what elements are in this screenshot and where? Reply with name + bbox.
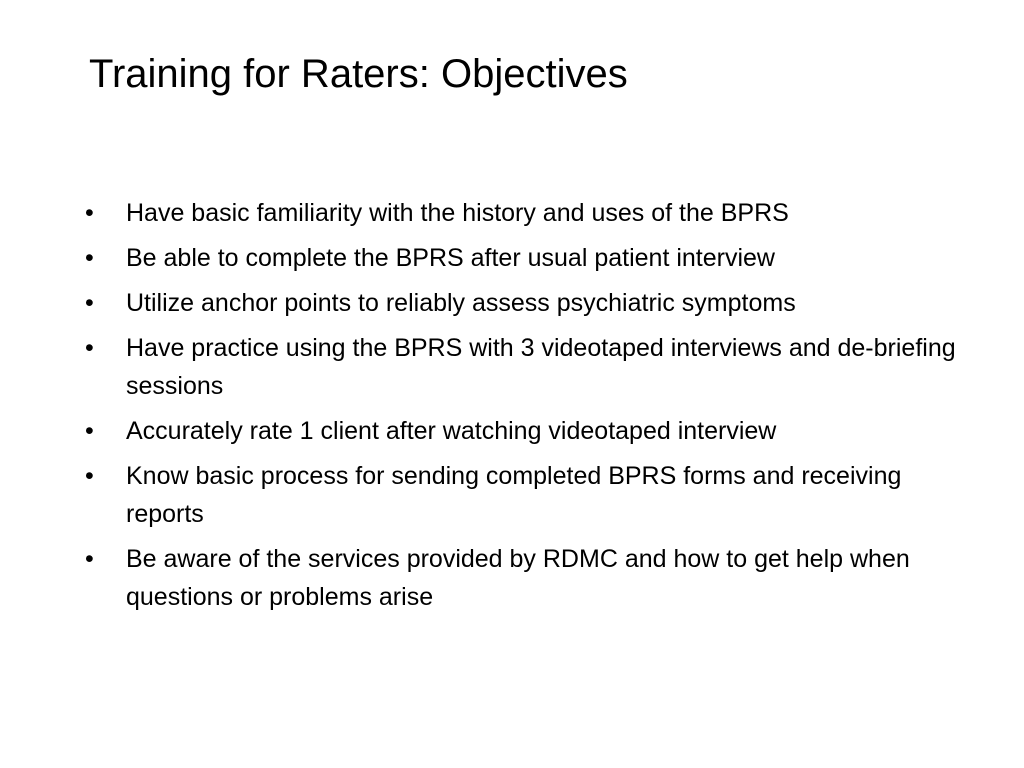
- bullet-icon: •: [85, 199, 94, 227]
- bullet-icon: •: [85, 545, 94, 573]
- list-item: [85, 194, 985, 232]
- list-item-text: Be able to complete the BPRS after usual patient interview: [126, 244, 775, 272]
- list-item-text: Be aware of the services provided by RDMC and how to get help when questions or problems arise: [126, 545, 910, 611]
- bullet-icon: •: [85, 244, 94, 272]
- list-item-text: Utilize anchor points to reliably assess psychiatric symptoms: [126, 289, 796, 317]
- objectives-list: [85, 194, 985, 623]
- list-item-text: Have practice using the BPRS with 3 videotaped interviews and de-briefing sessions: [126, 334, 956, 400]
- list-item: [85, 457, 985, 533]
- bullet-icon: •: [85, 462, 94, 490]
- list-item-text: Know basic process for sending completed BPRS forms and receiving reports: [126, 462, 902, 528]
- bullet-icon: •: [85, 289, 94, 317]
- list-item: [85, 412, 985, 450]
- list-item: [85, 540, 985, 616]
- bullet-icon: •: [85, 334, 94, 362]
- list-item: [85, 284, 985, 322]
- list-item: [85, 239, 985, 277]
- list-item-text: Accurately rate 1 client after watching videotaped interview: [126, 417, 777, 445]
- bullet-icon: •: [85, 417, 94, 445]
- list-item-text: Have basic familiarity with the history and uses of the BPRS: [126, 199, 789, 227]
- slide-title: Training for Raters: Objectives: [89, 52, 628, 96]
- list-item: [85, 329, 985, 405]
